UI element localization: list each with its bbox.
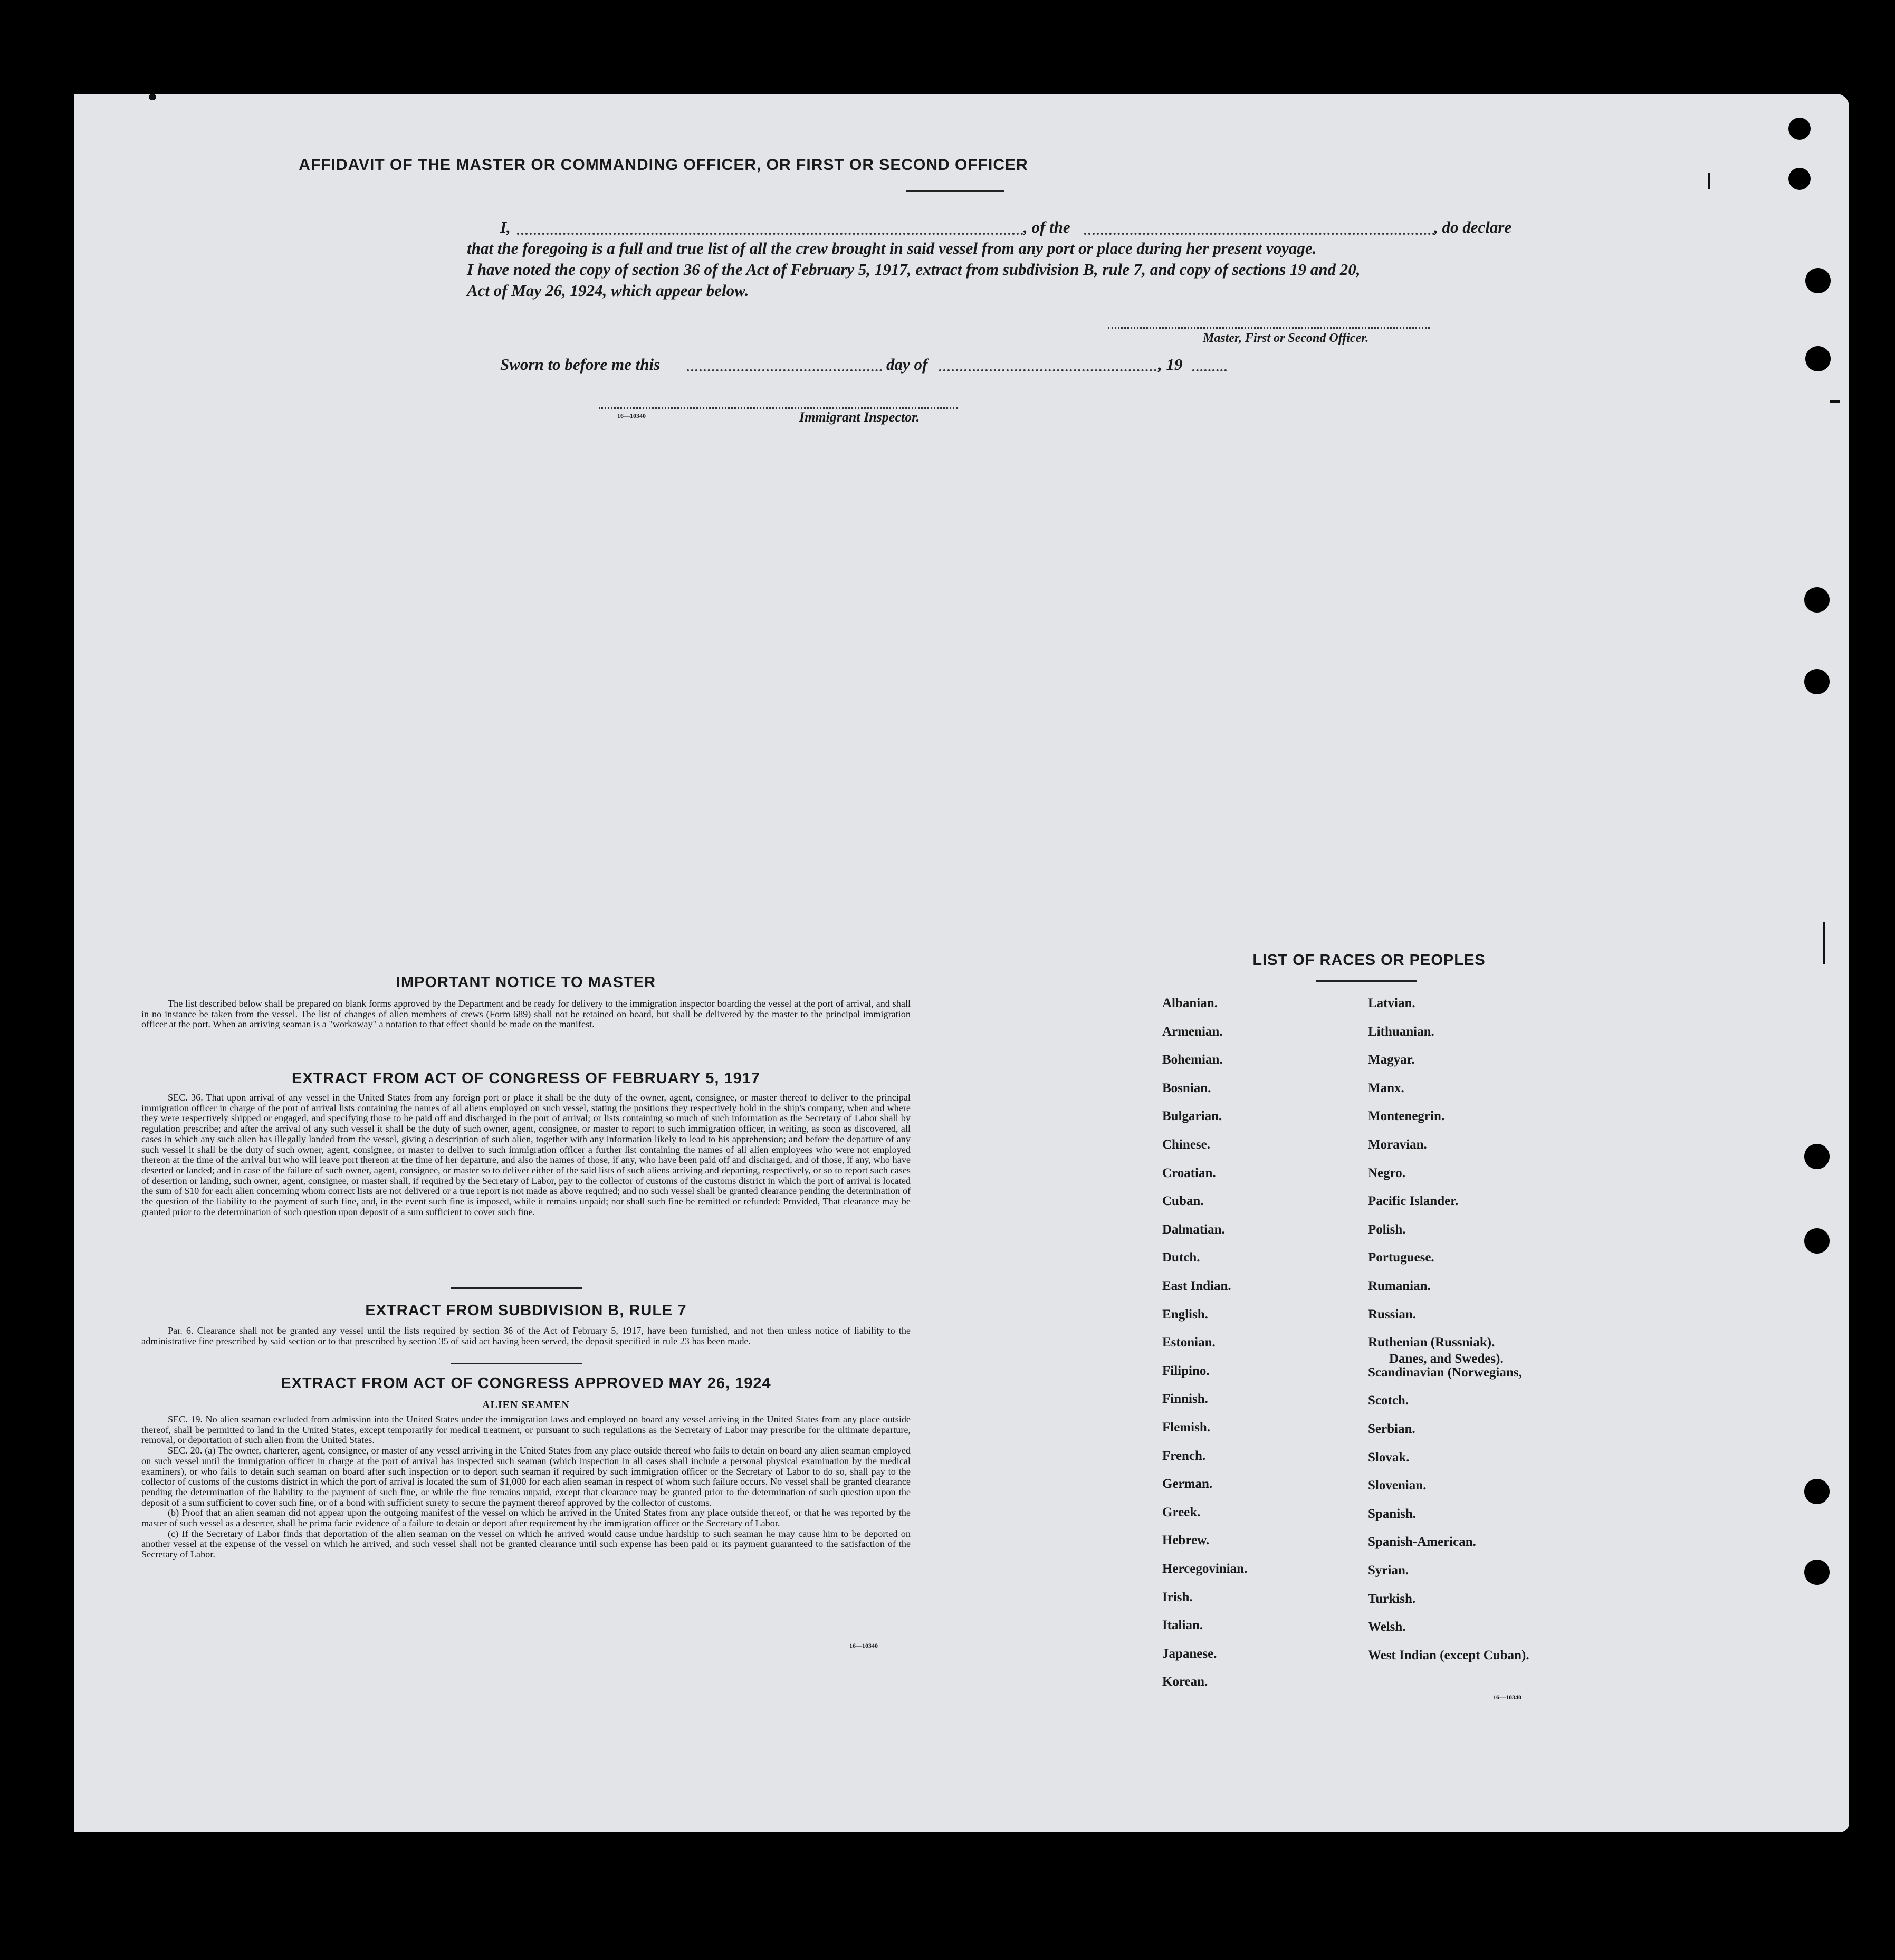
- affidavit-do-declare: , do declare: [1434, 218, 1512, 236]
- race-item: Welsh.: [1368, 1620, 1406, 1634]
- binder-hole: [1804, 587, 1830, 613]
- binder-hole: [1805, 268, 1831, 293]
- extract-1917-title: EXTRACT FROM ACT OF CONGRESS OF FEBRUARY 5, 1917: [291, 1070, 761, 1087]
- races-underline: [1316, 980, 1417, 982]
- name-blank: [517, 233, 1023, 235]
- race-item: Montenegrin.: [1368, 1109, 1445, 1124]
- race-item: Lithuanian.: [1368, 1024, 1434, 1039]
- affidavit-line-4: Act of May 26, 1924, which appear below.: [467, 281, 749, 300]
- extract-1924-title: EXTRACT FROM ACT OF CONGRESS APPROVED MAY 26, 1924: [281, 1375, 771, 1392]
- races-title: LIST OF RACES OR PEOPLES: [1252, 952, 1486, 969]
- race-item: Hercegovinian.: [1162, 1562, 1248, 1576]
- affidavit-of-the: , of the: [1023, 218, 1070, 236]
- binder-hole: [1804, 669, 1830, 694]
- extract-rule7-text: Par. 6. Clearance shall not be granted any vessel until the lists required by section 36 of the Act of February 5, 1917, have been furnished, and not then unless notice of liability to the administrative fine prescribed by said section or to that prescribed by section 35 of said act having been served, the deposit specified in rule 23 has been made.: [141, 1325, 911, 1346]
- stray-mark: [149, 94, 156, 100]
- binder-hole: [1804, 1479, 1830, 1504]
- race-item: Armenian.: [1162, 1024, 1223, 1039]
- race-item: Dutch.: [1162, 1250, 1200, 1265]
- notice-title: IMPORTANT NOTICE TO MASTER: [396, 974, 656, 991]
- race-item: Slovenian.: [1368, 1478, 1427, 1493]
- sworn-prefix: Sworn to before me this: [500, 355, 661, 374]
- binder-hole: [1788, 168, 1811, 190]
- sec-19-text: SEC. 19. No alien seaman excluded from admission into the United States under the immigration laws and employed on board any vessel arriving in the United States from any place outside thereof, shall be permitted to land in the United States, except temporarily for medical treatment, or pursuant to such regulations as the Secretary of Labor may prescribe for the ultimate departure, removal, or deportation of such alien from the United States.: [141, 1414, 911, 1446]
- race-item: Negro.: [1368, 1165, 1406, 1180]
- race-item: Greek.: [1162, 1505, 1201, 1519]
- race-item: Cuban.: [1162, 1194, 1204, 1209]
- vessel-blank: [1084, 233, 1435, 235]
- race-item: Manx.: [1368, 1081, 1404, 1095]
- race-item: Polish.: [1368, 1222, 1406, 1237]
- race-item: Syrian.: [1368, 1563, 1409, 1577]
- affidavit-line-2: that the foregoing is a full and true list of all the crew brought in said vessel from any port or place during her present voyage.: [467, 239, 1317, 257]
- inspector-label: Immigrant Inspector.: [799, 409, 920, 425]
- race-item: Bohemian.: [1162, 1053, 1223, 1067]
- divider-2: [451, 1363, 582, 1364]
- race-item: Moravian.: [1368, 1137, 1427, 1152]
- race-item: Ruthenian (Russniak).: [1368, 1335, 1495, 1350]
- race-item: Estonian.: [1162, 1335, 1216, 1350]
- inspector-signature-blank: [599, 407, 958, 409]
- stray-mark: [1830, 400, 1840, 403]
- binder-hole: [1804, 1560, 1830, 1585]
- affidavit-form-number: 16—10340: [617, 412, 646, 419]
- sec-20b-text: (b) Proof that an alien seaman did not appear upon the outgoing manifest of the vessel on which he arrived in the United States from any place outside thereof, or that he was reported by the master of such vessel as a deserter, shall be prima facie evidence of a failure to detain or deport after requirement by the immigration officer or the Secretary of Labor.: [141, 1507, 911, 1529]
- extract-1917-text: SEC. 36. That upon arrival of any vessel in the United States from any foreign port or place it shall be the duty of the owner, agent, consignee, or master thereof to deliver to the principal immigration officer in charge of the port of arrival lists containing the names of all aliens employed on such vessel, stating the positions they respectively hold in the ship's company, when and where they were respectively shipped or engaged, and specifying those to be paid off and discharged in the port of arrival; or lists containing so much of such information as the Secretary of Labor shall by regulation prescribe; and after the arrival of any such vessel it shall be the duty of such owner, agent, consignee, or master to report to such immigration officer, in writing, as soon as discovered, all cases in which any such alien has illegally landed from the vessel, giving a description of such alien, together with any information likely to lead to his apprehension; and before the departure of any such vessel it shall be the duty of such owner, agent, consignee, or master to deliver to such immigration officer a further list containing the names of all alien employees who were not employed thereon at the time of the arrival but who will leave port thereon at the time of her departure, and also the names of those, if any, who have been paid off and discharged, and of those, if any, who have deserted or landed; and in case of the failure of such owner, agent, consignee, or master so to deliver either of the said lists of such aliens arriving and departing, respectively, or so to report such cases of desertion or landing, such owner, agent, consignee, or master shall, if required by the Secretary of Labor, pay to the collector of customs of the customs district in which the port of arrival is located the sum of $10 for each alien concerning whom correct lists are not delivered or a true report is not made as above required; and no such vessel shall be granted clearance pending the determination of the question of the liability to the payment of such fine, and, in the event such fine is imposed, while it remains unpaid; nor shall such fine be remitted or refunded: Provided, That clearance may be granted prior to the determination of such question upon deposit of a sum sufficient to cover such fine.: [141, 1092, 911, 1217]
- race-item: Korean.: [1162, 1675, 1208, 1689]
- race-item: Dalmatian.: [1162, 1222, 1225, 1237]
- race-item: Scandinavian (Norwegians,: [1368, 1365, 1522, 1380]
- race-item: German.: [1162, 1477, 1213, 1491]
- binder-hole: [1805, 346, 1831, 371]
- form-page: [74, 94, 1849, 1832]
- race-item: Albanian.: [1162, 996, 1218, 1010]
- race-item: Chinese.: [1162, 1137, 1210, 1152]
- race-item: West Indian (except Cuban).: [1368, 1648, 1529, 1662]
- race-item: East Indian.: [1162, 1279, 1231, 1293]
- race-item: Russian.: [1368, 1307, 1417, 1322]
- race-item: Spanish-American.: [1368, 1535, 1476, 1550]
- sworn-year-blank: [1192, 369, 1227, 371]
- race-item: English.: [1162, 1307, 1208, 1322]
- race-item: Hebrew.: [1162, 1533, 1210, 1548]
- sec-20c-text: (c) If the Secretary of Labor finds that deportation of the alien seaman on the vessel on which he arrived would cause undue hardship to such seaman he may cause him to be deported on another vessel at the expense of the vessel on which he arrived, and such vessel shall not be granted clearance until such expense has been paid or its payment guaranteed to the satisfaction of the Secretary of Labor.: [141, 1528, 911, 1560]
- race-item: Irish.: [1162, 1590, 1193, 1604]
- affidavit-title: AFFIDAVIT OF THE MASTER OR COMMANDING OFFICER, OR FIRST OR SECOND OFFICER: [299, 156, 1028, 174]
- race-item: Portuguese.: [1368, 1250, 1434, 1265]
- race-item: Italian.: [1162, 1618, 1203, 1633]
- race-item: Magyar.: [1368, 1053, 1415, 1067]
- master-label: Master, First or Second Officer.: [1203, 331, 1369, 345]
- race-item: Rumanian.: [1368, 1279, 1431, 1293]
- extract-1924-text: [141, 1414, 911, 1560]
- sworn-day-of: day of: [886, 355, 928, 374]
- race-item: Pacific Islander.: [1368, 1194, 1459, 1209]
- race-item: Bosnian.: [1162, 1081, 1211, 1095]
- sworn-year: , 19: [1158, 355, 1183, 374]
- race-item: Scotch.: [1368, 1393, 1409, 1408]
- extract-form-number: 16—10340: [849, 1642, 878, 1649]
- race-item: Flemish.: [1162, 1420, 1210, 1435]
- master-signature-blank: [1108, 327, 1430, 329]
- divider-1: [451, 1287, 582, 1289]
- race-item: Bulgarian.: [1162, 1109, 1222, 1124]
- extract-1924-subtitle: ALIEN SEAMEN: [482, 1399, 570, 1411]
- race-item: Finnish.: [1162, 1392, 1208, 1407]
- binder-hole: [1804, 1228, 1830, 1254]
- affidavit-i: I,: [500, 218, 511, 236]
- race-item: Spanish.: [1368, 1506, 1417, 1521]
- sworn-day-blank: [687, 369, 882, 371]
- notice-text: The list described below shall be prepared on blank forms approved by the Department and be ready for delivery to the immigration inspector boarding the vessel at the port of arrival, and shall in no instance be taken from the vessel. The list of changes of alien members of crews (Form 689) shall not be retained on board, but shall be delivered by the master to the principal immigration officer at the port. When an arriving seaman is a "workaway" a notation to that effect should be made on the manifest.: [141, 998, 911, 1030]
- binder-hole: [1804, 1144, 1830, 1169]
- race-item: Slovak.: [1368, 1450, 1410, 1465]
- race-item: Turkish.: [1368, 1591, 1416, 1606]
- race-item: French.: [1162, 1448, 1206, 1463]
- title-underline: [906, 190, 1004, 192]
- sworn-month-blank: [939, 369, 1161, 371]
- stray-mark: [1708, 173, 1710, 189]
- race-item: Latvian.: [1368, 996, 1415, 1010]
- extract-rule7-title: EXTRACT FROM SUBDIVISION B, RULE 7: [365, 1302, 687, 1319]
- sec-20a-text: SEC. 20. (a) The owner, charterer, agent, consignee, or master of any vessel arriving in the United States from any place outside thereof who fails to detain on board any alien seaman employed on such vessel until the immigration officer in charge at the port of arrival has inspected such seaman (which inspection in all cases shall include a personal physical examination by the medical examiners), or who fails to detain such seaman on board after such inspection or to deport such seaman if required by such immigration officer or the Secretary of Labor to do so, shall pay to the collector of customs of the customs district in which the port of arrival is located the sum of $1,000 for each alien seaman in respect of whom such failure occurs. No vessel shall be granted clearance pending the determination of the liability to the payment of such fine, or while the fine remains unpaid, except that clearance may be granted prior to the determination of such question upon the deposit of a sum sufficient to cover such fine, or of a bond with sufficient surety to secure the payment thereof approved by the collector of customs.: [141, 1445, 911, 1508]
- race-item-continuation: Danes, and Swedes).: [1389, 1352, 1504, 1366]
- race-item: Serbian.: [1368, 1422, 1415, 1436]
- affidavit-line-3: I have noted the copy of section 36 of the Act of February 5, 1917, extract from subdivision B, rule 7, and copy of sections 19 and 20,: [467, 260, 1361, 279]
- stray-mark: [1823, 922, 1825, 964]
- binder-hole: [1788, 118, 1811, 140]
- race-item: Filipino.: [1162, 1363, 1210, 1378]
- race-item: Croatian.: [1162, 1165, 1216, 1180]
- race-item: Japanese.: [1162, 1646, 1217, 1661]
- races-form-number: 16—10340: [1493, 1694, 1521, 1701]
